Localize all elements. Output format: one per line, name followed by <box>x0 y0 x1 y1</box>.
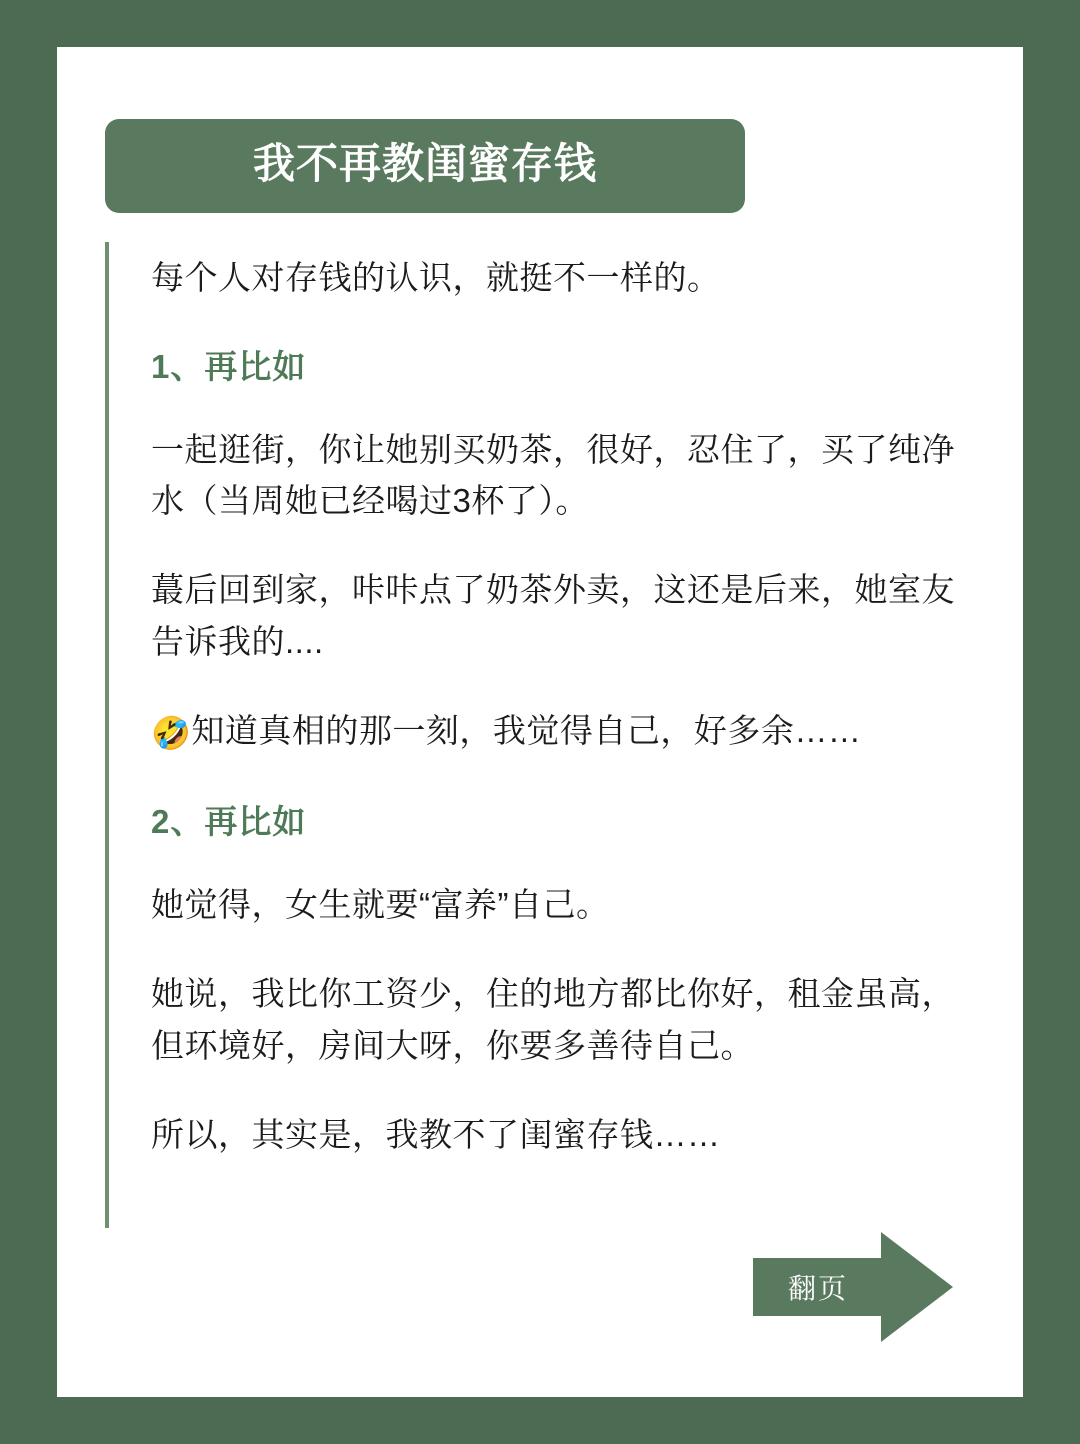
paragraph-1-2: 蕞后回到家，咔咔点了奶茶外卖，这还是后来，她室友告诉我的.... <box>151 571 955 660</box>
title-pill <box>105 119 745 213</box>
flip-page-button[interactable] <box>753 1232 973 1342</box>
flip-page-label: 翻页 <box>787 1273 848 1304</box>
note-card <box>57 47 1023 1397</box>
page-title: 我不再教闺蜜存钱 <box>252 140 597 187</box>
paragraph-2-2: 她说，我比你工资少，住的地方都比你好，租金虽高，但环境好，房间大呀，你要多善待自己。 <box>151 975 955 1064</box>
paragraph-2-1: 她觉得，女生就要“富养”自己。 <box>151 886 610 924</box>
laughing-emoji-icon: 🤣 <box>151 714 192 751</box>
flip-arrow-body <box>753 1258 883 1316</box>
paragraph-1-1: 一起逛街，你让她别买奶茶，很好，忍住了，买了纯净水（当周她已经喝过3杯了）。 <box>151 431 955 520</box>
paragraph-intro: 每个人对存钱的认识，就挺不一样的。 <box>151 259 721 296</box>
title-container <box>105 119 745 213</box>
arrow-right-icon <box>881 1232 953 1342</box>
article-body <box>105 242 985 1228</box>
paragraph-1-3-text: 知道真相的那一刻，我觉得自己，好多余…… <box>191 711 862 749</box>
paragraph-2-3: 所以，其实是，我教不了闺蜜存钱…… <box>151 1115 721 1153</box>
paragraph-1-3 <box>151 705 985 759</box>
section-heading-2: 2、再比如 <box>151 803 307 841</box>
section-heading-1: 1、再比如 <box>151 348 307 386</box>
